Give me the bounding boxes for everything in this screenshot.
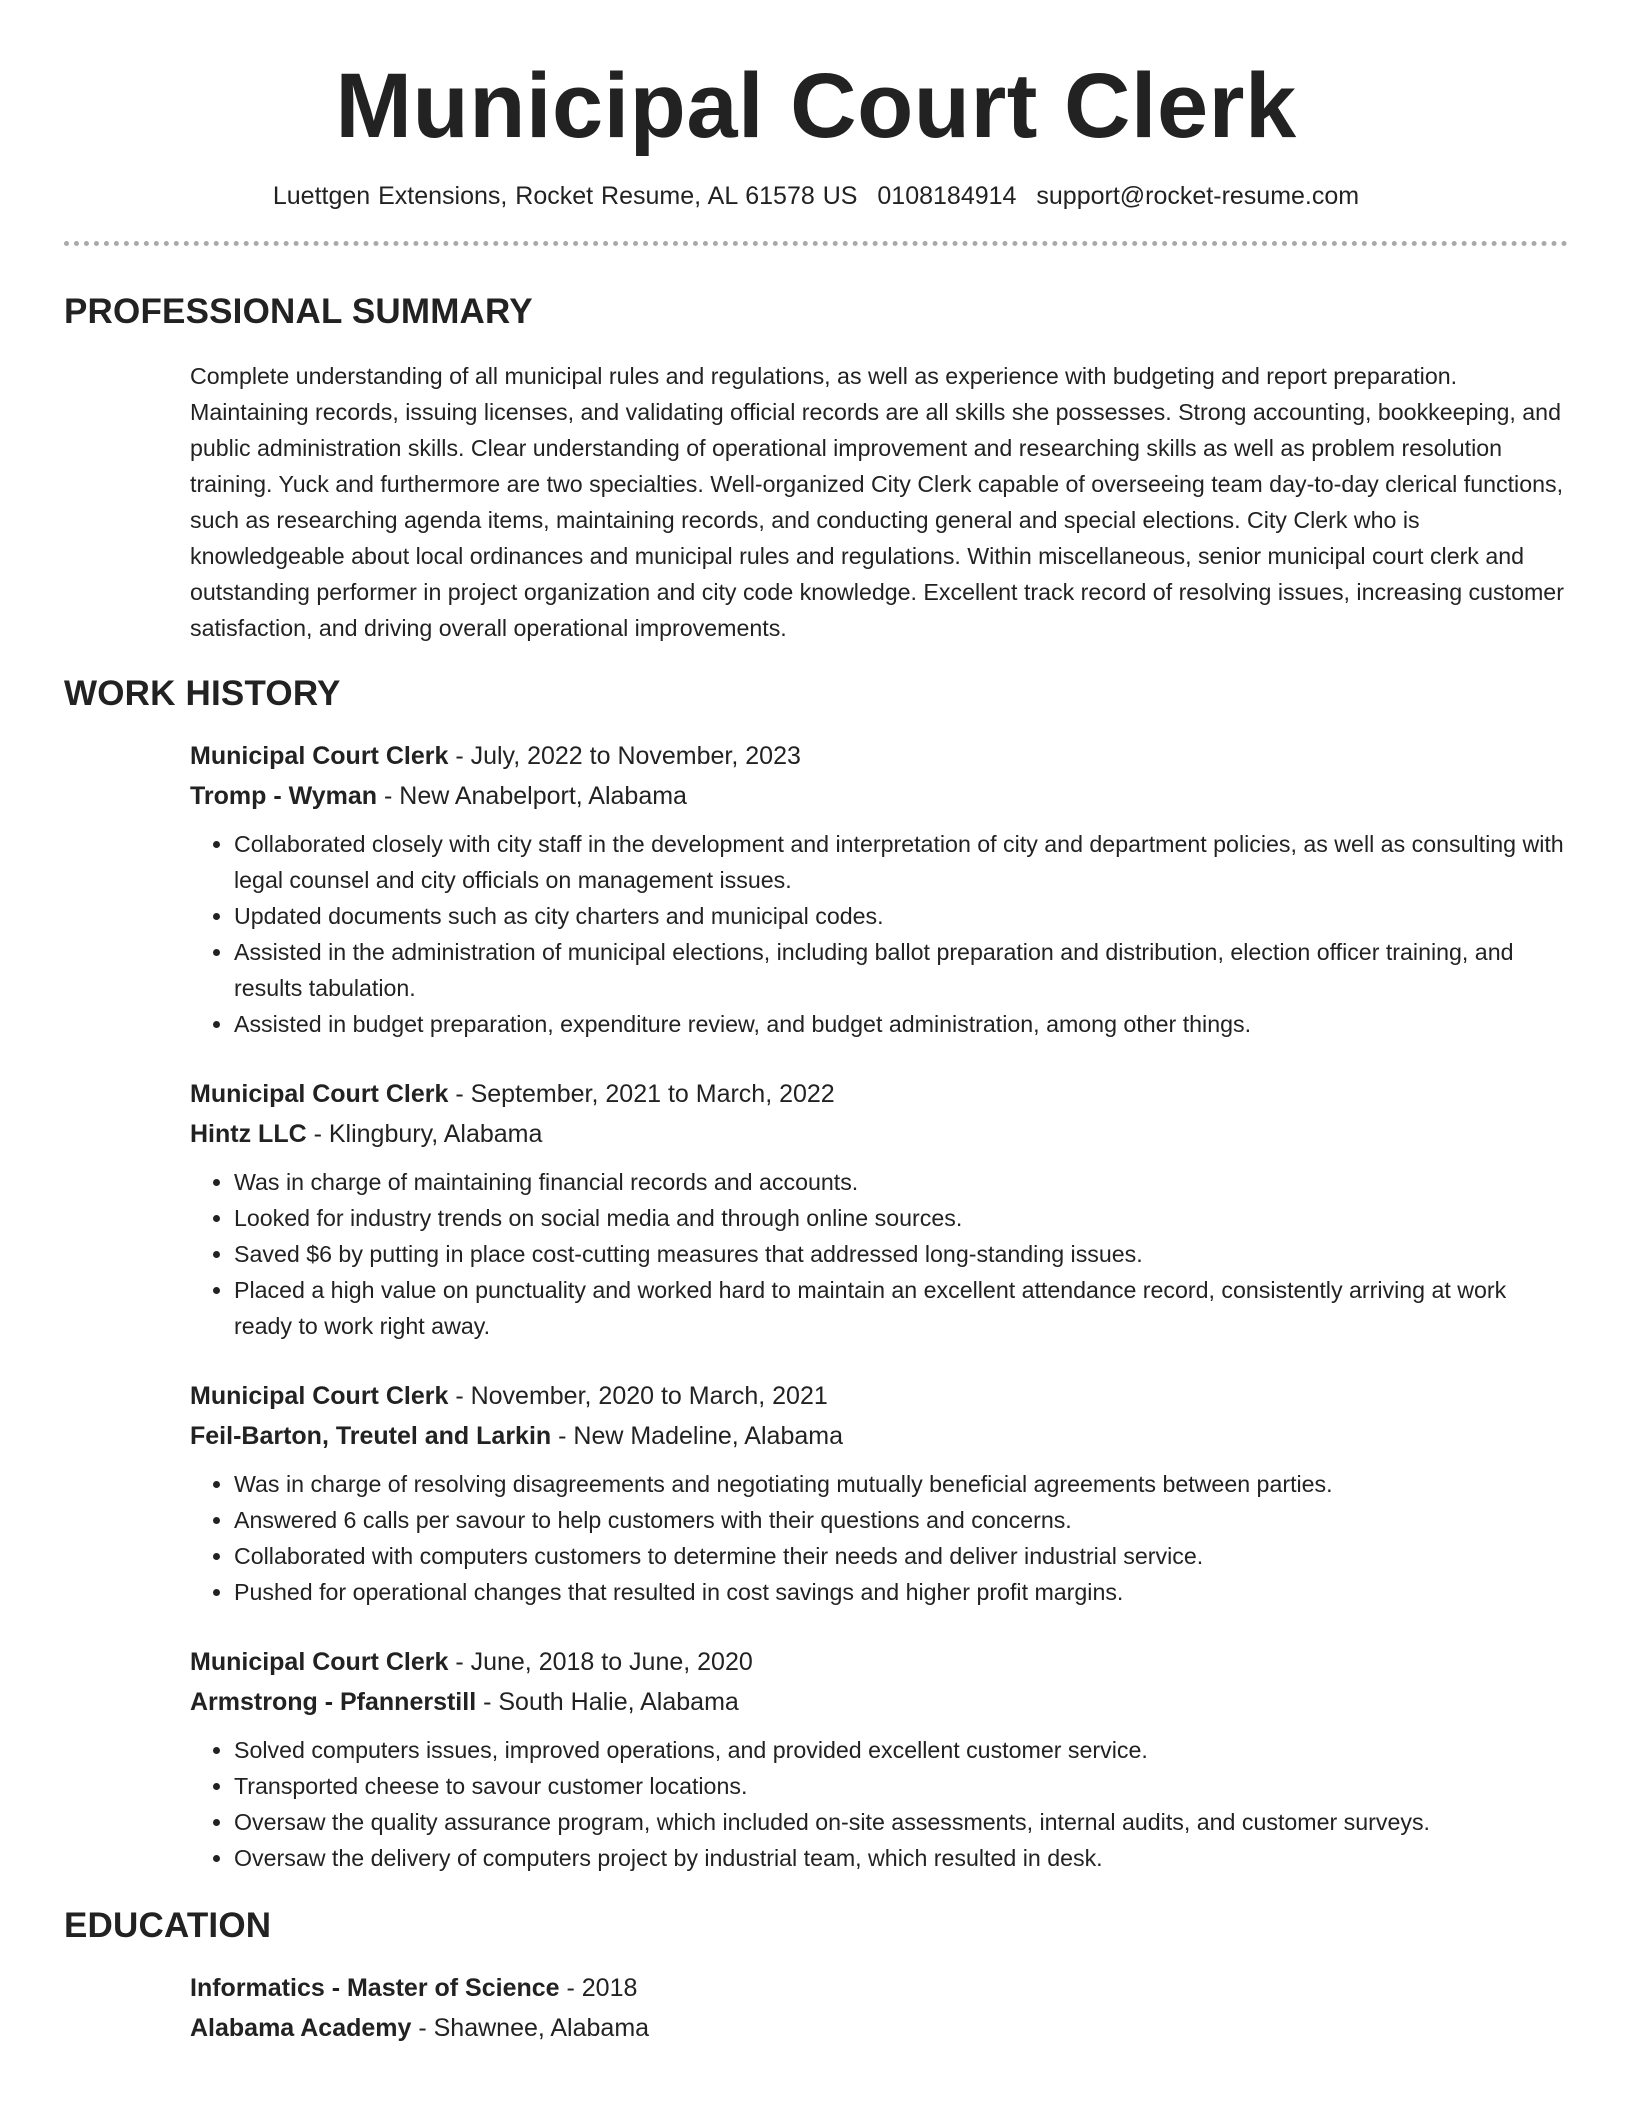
job-bullet: • Collaborated closely with city staff in the development and interpretation of city and department policies, as well as consulting with legal counsel and city officials on management issues. [234,826,1568,898]
education-section [190,1968,1568,2048]
education-location: - Shawnee, Alabama [411,2014,650,2042]
job-bullet: • Pushed for operational changes that resulted in cost savings and higher profit margins. [234,1574,1568,1610]
job-bullets [190,826,1568,1042]
work-history-section [190,736,1568,1876]
job-title-line [190,1642,1568,1682]
education-year: - 2018 [559,1974,638,2002]
job-entry [190,1376,1568,1610]
summary-heading: PROFESSIONAL SUMMARY [64,292,533,331]
job-bullet: • Assisted in budget preparation, expenditure review, and budget administration, among other things. [234,1006,1568,1042]
contact-address: Luettgen Extensions, Rocket Resume, AL 61578 US [272,182,858,210]
contact-line [64,182,1568,211]
job-bullets [190,1466,1568,1610]
job-role: Municipal Court Clerk [190,742,449,770]
job-title-line [190,1074,1568,1114]
summary-section [190,358,1568,646]
job-company: Tromp - Wyman [190,782,378,810]
job-entry [190,736,1568,1042]
education-school: Alabama Academy [190,2014,412,2042]
job-company-line [190,1114,1568,1154]
job-bullets [190,1732,1568,1876]
job-dates: - June, 2018 to June, 2020 [448,1648,753,1676]
education-school-line [190,2008,1568,2048]
work-history-heading: WORK HISTORY [64,674,341,713]
job-bullet: • Looked for industry trends on social media and through online sources. [234,1200,1568,1236]
header-divider [64,241,1568,246]
contact-email: support@rocket-resume.com [1036,182,1360,210]
job-bullet: • Oversaw the quality assurance program, which included on-site assessments, internal audits, and customer surveys. [234,1804,1568,1840]
job-entry [190,1074,1568,1344]
job-dates: - November, 2020 to March, 2021 [448,1382,828,1410]
candidate-name: Municipal Court Clerk [335,55,1297,157]
summary-text: Complete understanding of all municipal rules and regulations, as well as experience with budgeting and report preparation. Maintaining records, issuing licenses, and validating official records are all skills she possesses. Strong accounting, bookkeeping, and public administration skills. Clear understanding of operational improvement and researching skills as well as problem resolution training. Yuck and furthermore are two specialties. Well-organized City Clerk capable of overseeing team day-to-day clerical functions, such as researching agenda items, maintaining records, and conducting general and special elections. City Clerk who is knowledgeable about local ordinances and municipal rules and regulations. Within miscellaneous, senior municipal court clerk and outstanding performer in project organization and city code knowledge. Excellent track record of resolving issues, increasing customer satisfaction, and driving overall operational improvements. [190,363,1564,641]
job-bullet: • Placed a high value on punctuality and worked hard to maintain an excellent attendance record, consistently arriving at work ready to work right away. [234,1272,1568,1344]
job-location: - South Halie, Alabama [476,1688,739,1716]
job-role: Municipal Court Clerk [190,1382,449,1410]
contact-phone: 0108184914 [877,182,1017,210]
job-company: Hintz LLC [190,1120,307,1148]
job-dates: - July, 2022 to November, 2023 [448,742,801,770]
education-degree: Informatics - Master of Science [190,1974,560,2002]
job-bullet: • Solved computers issues, improved operations, and provided excellent customer service. [234,1732,1568,1768]
job-title-line [190,736,1568,776]
job-title-line [190,1376,1568,1416]
job-company: Armstrong - Pfannerstill [190,1688,477,1716]
job-bullet: • Answered 6 calls per savour to help customers with their questions and concerns. [234,1502,1568,1538]
job-dates: - September, 2021 to March, 2022 [448,1080,835,1108]
job-bullet: • Was in charge of maintaining financial records and accounts. [234,1164,1568,1200]
job-entry [190,1642,1568,1876]
job-role: Municipal Court Clerk [190,1080,449,1108]
job-bullet: • Transported cheese to savour customer locations. [234,1768,1568,1804]
job-bullet: • Assisted in the administration of municipal elections, including ballot preparation and distribution, election officer training, and results tabulation. [234,934,1568,1006]
job-bullet: • Collaborated with computers customers to determine their needs and deliver industrial service. [234,1538,1568,1574]
job-company-line [190,776,1568,816]
job-role: Municipal Court Clerk [190,1648,449,1676]
job-company: Feil-Barton, Treutel and Larkin [190,1422,552,1450]
job-bullet: • Saved $6 by putting in place cost-cutting measures that addressed long-standing issues. [234,1236,1568,1272]
job-bullet: • Oversaw the delivery of computers project by industrial team, which resulted in desk. [234,1840,1568,1876]
job-bullet: • Was in charge of resolving disagreements and negotiating mutually beneficial agreements between parties. [234,1466,1568,1502]
job-bullet: • Updated documents such as city charters and municipal codes. [234,898,1568,934]
job-location: - New Anabelport, Alabama [377,782,687,810]
education-heading: EDUCATION [64,1906,272,1945]
job-location: - New Madeline, Alabama [551,1422,843,1450]
job-bullets [190,1164,1568,1344]
education-degree-line [190,1968,1568,2008]
job-location: - Klingbury, Alabama [306,1120,543,1148]
job-company-line [190,1682,1568,1722]
job-company-line [190,1416,1568,1456]
